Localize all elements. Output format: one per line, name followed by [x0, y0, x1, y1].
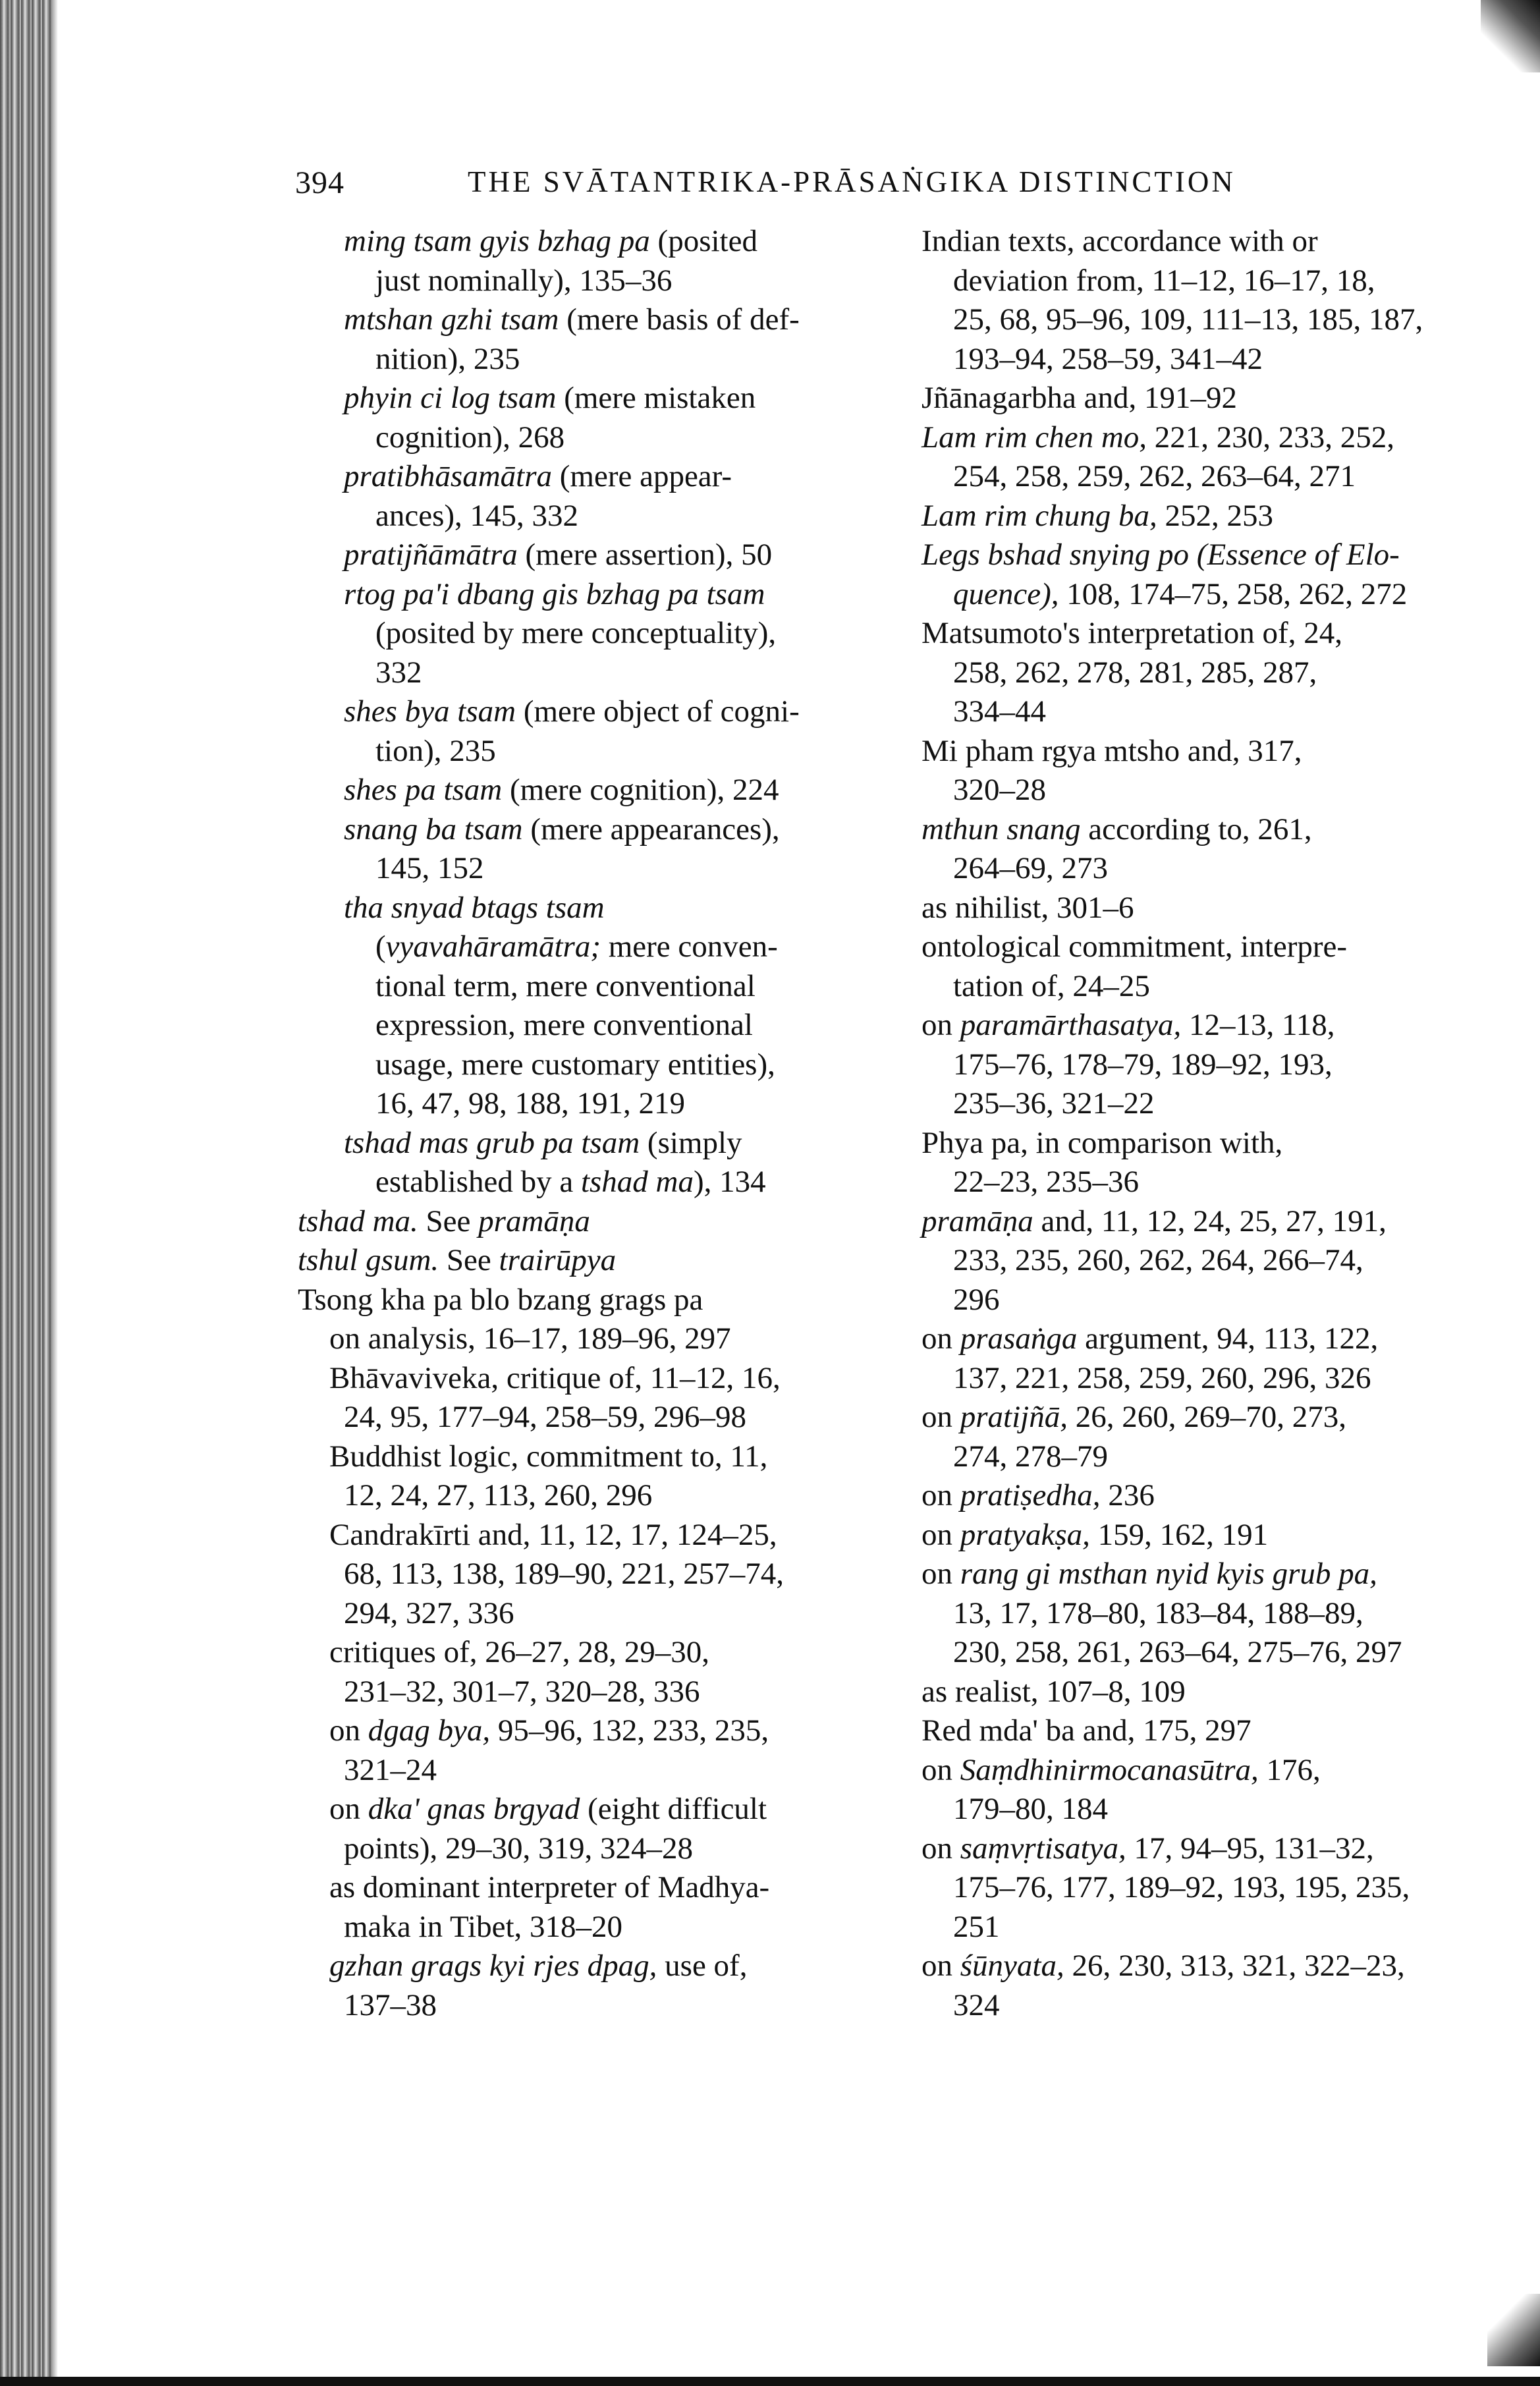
- index-entry-line: 24, 95, 177–94, 258–59, 296–98: [344, 1400, 746, 1434]
- index-entry: Indian texts, accordance with or: [921, 224, 1318, 258]
- index-entry-line: 324: [953, 1987, 1000, 2022]
- index-entry: critiques of, 26–27, 28, 29–30,: [329, 1635, 709, 1669]
- index-entry-line: 258, 262, 278, 281, 285, 287,: [953, 655, 1317, 690]
- index-entry-line: 145, 152: [375, 851, 484, 885]
- index-entry-line: 179–80, 184: [953, 1792, 1108, 1826]
- index-entry: tshad ma. See pramāṇa: [298, 1204, 590, 1238]
- index-entry-line: shes bya tsam (mere object of cogni-: [344, 694, 800, 729]
- index-entry-line: nition), 235: [375, 341, 520, 376]
- index-entry-line: 233, 235, 260, 262, 264, 266–74,: [953, 1243, 1363, 1277]
- index-entry-line: maka in Tibet, 318–20: [344, 1909, 623, 1944]
- index-entry-line: 22–23, 235–36: [953, 1165, 1139, 1199]
- page-number: 394: [295, 165, 344, 200]
- index-entry-line: pratibhāsamātra (mere appear-: [344, 459, 732, 493]
- index-entry-line: usage, mere customary entities),: [375, 1047, 775, 1082]
- index-entry-line: 230, 258, 261, 263–64, 275–76, 297: [953, 1635, 1402, 1669]
- index-entry: on dka' gnas brgyad (eight difficult: [329, 1792, 767, 1826]
- index-entry-line: 137, 221, 258, 259, 260, 296, 326: [953, 1360, 1371, 1395]
- index-entry: gzhan grags kyi rjes dpag, use of,: [329, 1949, 748, 1983]
- index-entry: as realist, 107–8, 109: [921, 1674, 1186, 1709]
- index-entry-line: pratijñāmātra (mere assertion), 50: [344, 538, 773, 572]
- index-entry-line: 274, 278–79: [953, 1439, 1108, 1474]
- index-entry-line: 193–94, 258–59, 341–42: [953, 341, 1263, 376]
- running-head: THE SVĀTANTRIKA-PRĀSAṄGIKA DISTINCTION: [468, 165, 1236, 198]
- index-entry: on dgag bya, 95–96, 132, 233, 235,: [329, 1713, 769, 1748]
- index-entry-line: tation of, 24–25: [953, 968, 1150, 1003]
- index-entry: on pratijñā, 26, 260, 269–70, 273,: [921, 1400, 1346, 1434]
- index-entry: Buddhist logic, commitment to, 11,: [329, 1439, 768, 1474]
- index-entry: Phya pa, in comparison with,: [921, 1125, 1283, 1160]
- index-entry-line: 264–69, 273: [953, 851, 1108, 885]
- index-entry-line: 137–38: [344, 1987, 437, 2022]
- index-entry: Tsong kha pa blo bzang grags pa: [298, 1282, 703, 1317]
- index-entry: Red mda' ba and, 175, 297: [921, 1713, 1251, 1748]
- index-entry-line: 332: [375, 655, 422, 690]
- index-entry: as nihilist, 301–6: [921, 890, 1134, 925]
- index-entry-line: 12, 24, 27, 113, 260, 296: [344, 1478, 653, 1512]
- index-entry-line: ances), 145, 332: [375, 498, 579, 533]
- index-entry-line: tional term, mere conventional: [375, 968, 756, 1003]
- index-entry: as dominant interpreter of Madhya-: [329, 1870, 770, 1904]
- index-entry-line: expression, mere conventional: [375, 1008, 753, 1042]
- index-entry: Legs bshad snying po (Essence of Elo-: [921, 538, 1400, 572]
- book-spine-shadow: [0, 0, 51, 2386]
- index-entry-line: 13, 17, 178–80, 183–84, 188–89,: [953, 1595, 1363, 1630]
- index-entry-line: 320–28: [953, 773, 1046, 807]
- index-entry-line: 294, 327, 336: [344, 1595, 514, 1630]
- index-entry: Bhāvaviveka, critique of, 11–12, 16,: [329, 1360, 781, 1395]
- index-entry: tshul gsum. See trairūpya: [298, 1243, 617, 1277]
- scan-corner-top-right: [1481, 0, 1540, 72]
- index-entry: Lam rim chung ba, 252, 253: [921, 498, 1273, 533]
- index-entry-line: ming tsam gyis bzhag pa (posited: [344, 224, 757, 258]
- index-entry-line: quence), 108, 174–75, 258, 262, 272: [953, 576, 1408, 611]
- index-entry: on paramārthasatya, 12–13, 118,: [921, 1008, 1335, 1042]
- index-entry: on rang gi msthan nyid kyis grub pa,: [921, 1557, 1377, 1591]
- index-entry-line: 231–32, 301–7, 320–28, 336: [344, 1674, 700, 1709]
- index-entry-line: phyin ci log tsam (mere mistaken: [344, 381, 756, 415]
- index-entry-line: rtog pa'i dbang gis bzhag pa tsam: [344, 576, 765, 611]
- page-header: [295, 165, 1323, 211]
- index-entry-line: established by a tshad ma), 134: [375, 1165, 766, 1199]
- index-entry: on Saṃdhinirmocanasūtra, 176,: [921, 1752, 1321, 1787]
- index-entry: Jñānagarbha and, 191–92: [921, 381, 1237, 415]
- index-entry: Candrakīrti and, 11, 12, 17, 124–25,: [329, 1517, 777, 1552]
- index-entry-line: 235–36, 321–22: [953, 1086, 1155, 1121]
- index-entry-line: tion), 235: [375, 733, 496, 768]
- index-entry-line: 175–76, 178–79, 189–92, 193,: [953, 1047, 1333, 1082]
- index-entry: on pratyakṣa, 159, 162, 191: [921, 1517, 1269, 1552]
- index-entry: on saṃvṛtisatya, 17, 94–95, 131–32,: [921, 1831, 1374, 1866]
- index-entry-line: mtshan gzhi tsam (mere basis of def-: [344, 302, 800, 337]
- gutter-edge: [51, 0, 58, 2386]
- index-entry-line: 68, 113, 138, 189–90, 221, 257–74,: [344, 1557, 784, 1591]
- index-entry-line: 175–76, 177, 189–92, 193, 195, 235,: [953, 1870, 1410, 1904]
- index-entry-line: 334–44: [953, 694, 1046, 729]
- index-entry-line: 321–24: [344, 1752, 437, 1787]
- index-column-left: [298, 222, 891, 2025]
- index-entry: on pratiṣedha, 236: [921, 1478, 1155, 1512]
- index-entry-line: tshad mas grub pa tsam (simply: [344, 1125, 742, 1160]
- index-entry-line: cognition), 268: [375, 420, 565, 455]
- index-entry-line: snang ba tsam (mere appearances),: [344, 812, 780, 846]
- index-entry: mthun snang according to, 261,: [921, 812, 1312, 846]
- index-entry: pramāṇa and, 11, 12, 24, 25, 27, 191,: [921, 1204, 1387, 1238]
- index-entry: Mi pham rgya mtsho and, 317,: [921, 733, 1302, 768]
- index-column-right: [921, 222, 1448, 2025]
- index-entry-line: just nominally), 135–36: [375, 263, 673, 298]
- scan-corner-bottom-right: [1487, 2294, 1540, 2366]
- index-entry-line: 296: [953, 1282, 1000, 1317]
- index-entry-line: shes pa tsam (mere cognition), 224: [344, 773, 779, 807]
- index-entry: on analysis, 16–17, 189–96, 297: [329, 1321, 731, 1356]
- index-entry: on prasaṅga argument, 94, 113, 122,: [921, 1321, 1379, 1356]
- index-entry-line: 251: [953, 1909, 1000, 1944]
- index-entry: Matsumoto's interpretation of, 24,: [921, 616, 1342, 650]
- index-entry-line: points), 29–30, 319, 324–28: [344, 1831, 694, 1866]
- scan-bottom-border: [0, 2377, 1540, 2386]
- index-entry-line: (posited by mere conceptuality),: [375, 616, 777, 650]
- index-entry: Lam rim chen mo, 221, 230, 233, 252,: [921, 420, 1395, 455]
- index-entry-line: 25, 68, 95–96, 109, 111–13, 185, 187,: [953, 302, 1423, 337]
- index-entry-line: 254, 258, 259, 262, 263–64, 271: [953, 459, 1356, 493]
- index-entry: on śūnyata, 26, 230, 313, 321, 322–23,: [921, 1949, 1405, 1983]
- index-entry-line: deviation from, 11–12, 16–17, 18,: [953, 263, 1375, 298]
- index-entry: ontological commitment, interpre-: [921, 929, 1348, 964]
- index-entry-line: 16, 47, 98, 188, 191, 219: [375, 1086, 685, 1121]
- index-entry-line: (vyavahāramātra; mere conven-: [375, 929, 778, 964]
- index-entry-line: tha snyad btags tsam: [344, 890, 605, 925]
